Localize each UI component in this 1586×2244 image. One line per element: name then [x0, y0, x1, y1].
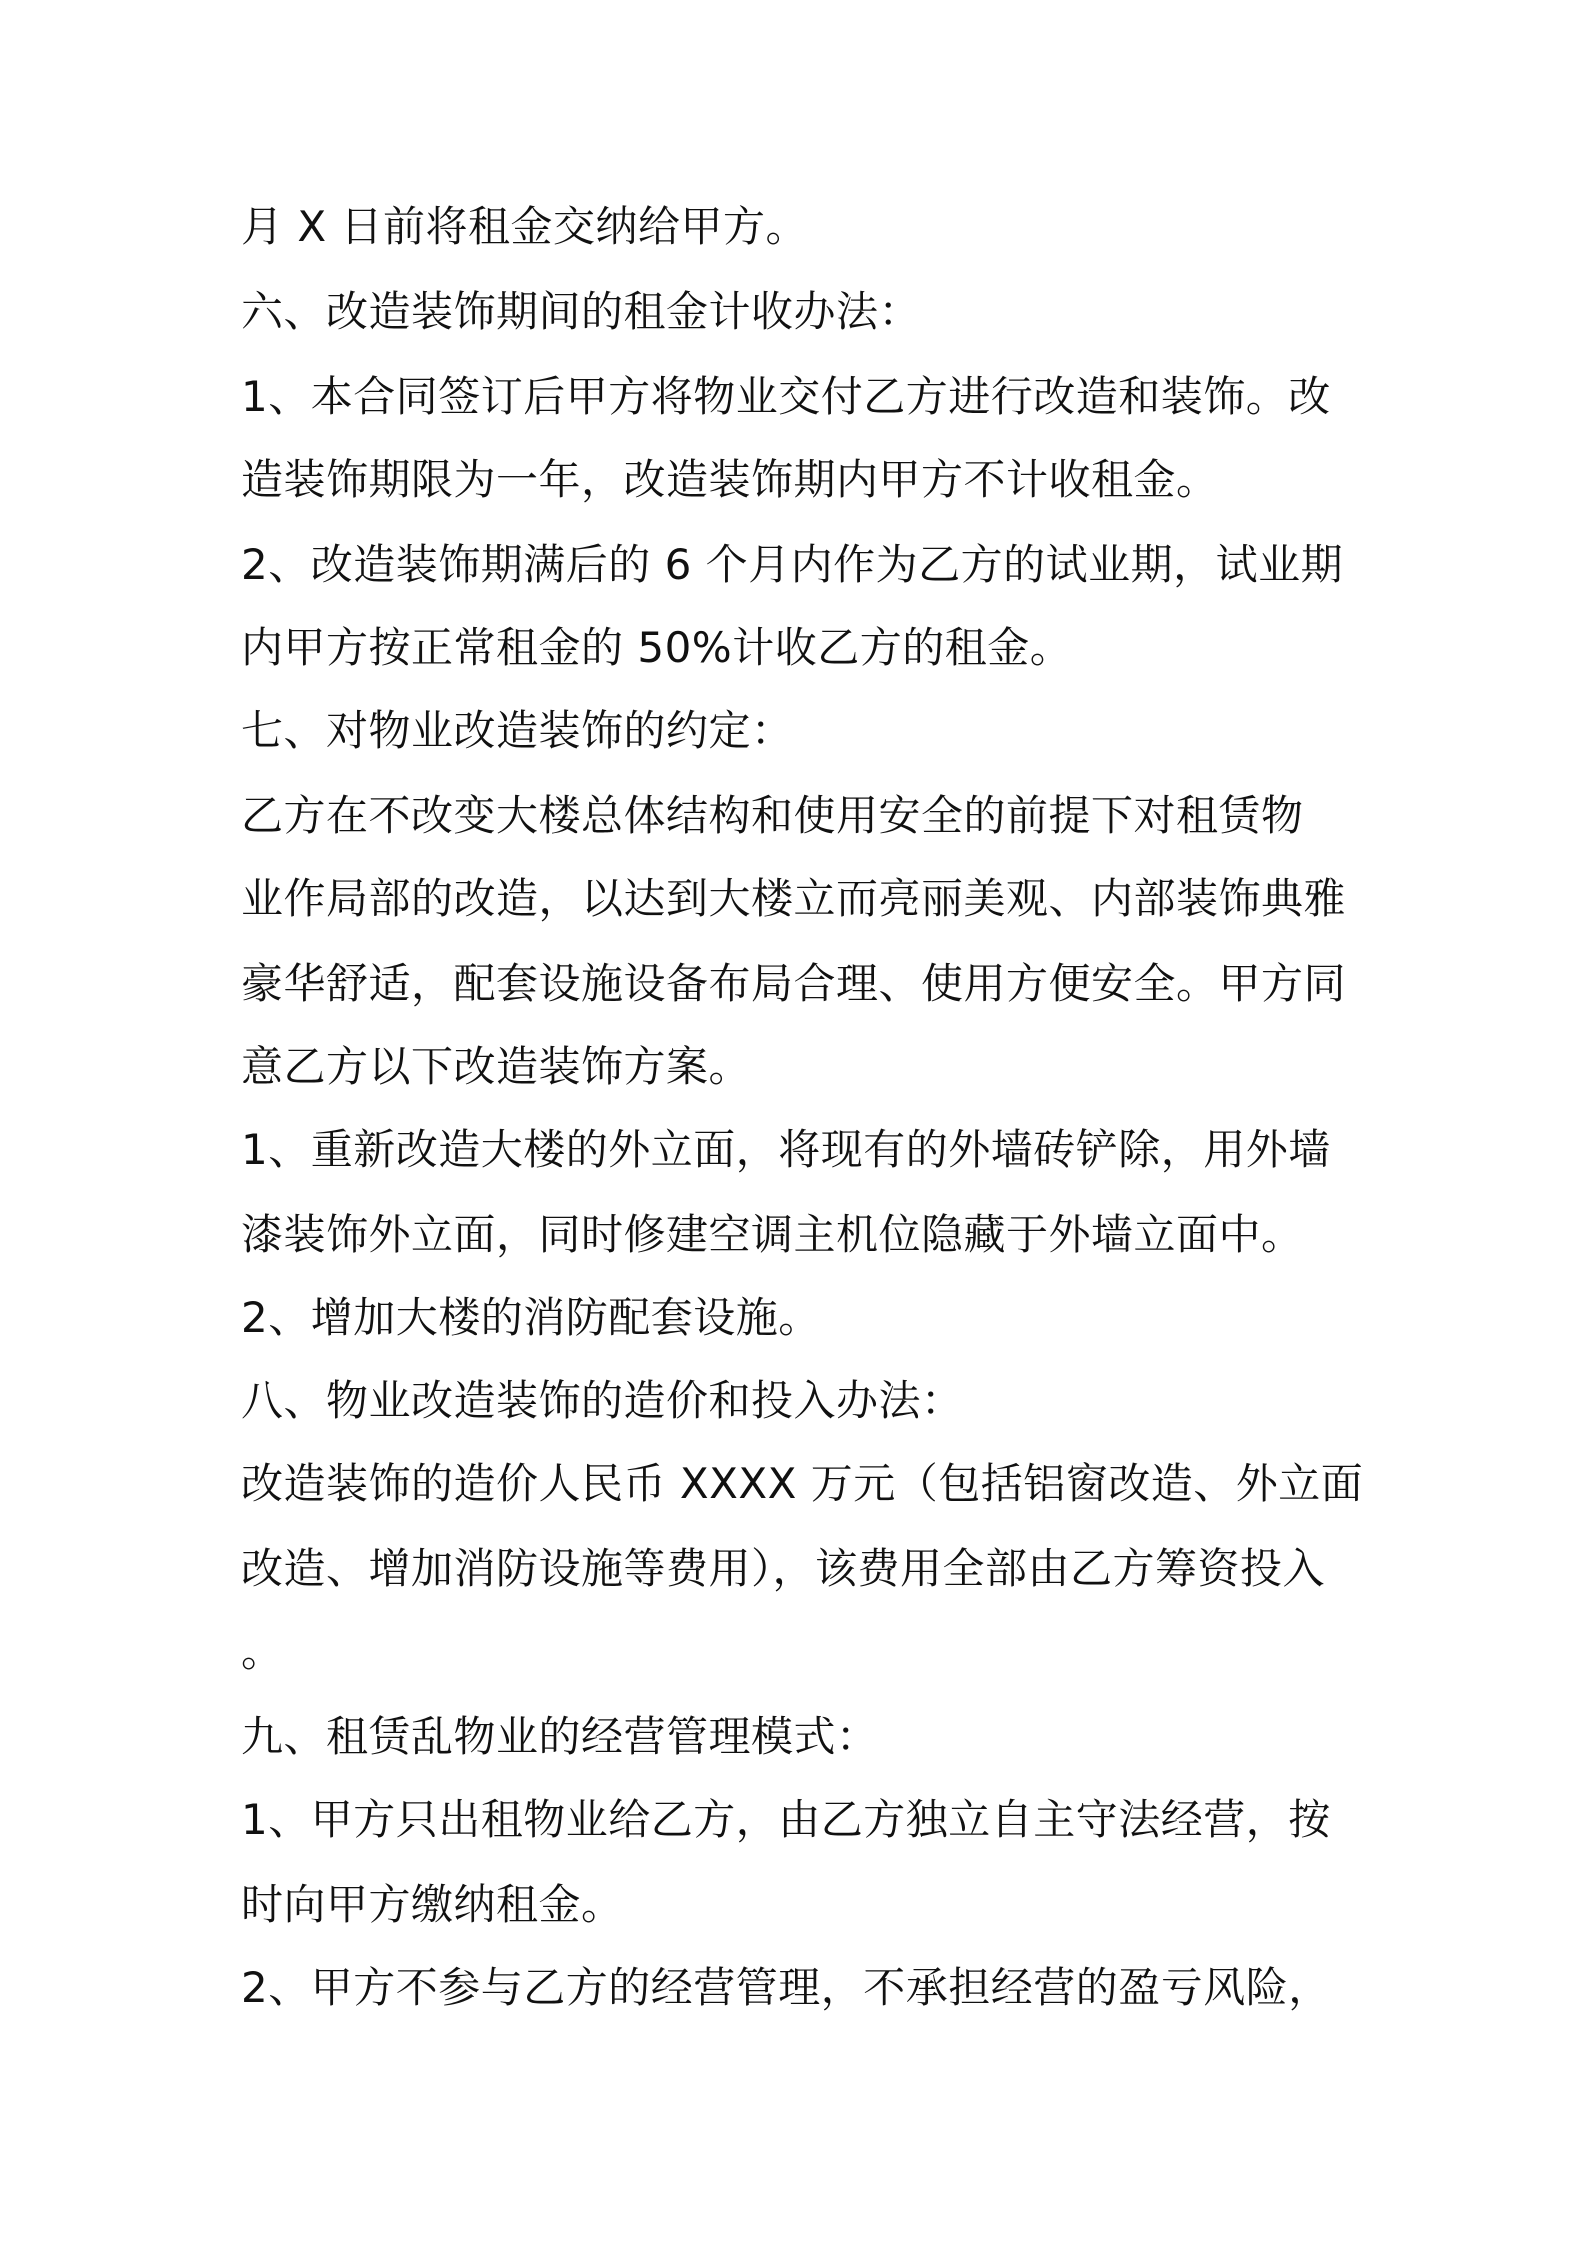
- text-line: 。: [241, 1627, 284, 1676]
- section-heading-7: 七、对物业改造装饰的约定：: [241, 706, 794, 755]
- text-line: 1、重新改造大楼的外立面，将现有的外墙砖铲除，用外墙: [241, 1125, 1331, 1174]
- text-line: 2、甲方不参与乙方的经营管理，不承担经营的盈亏风险，: [241, 1963, 1331, 2012]
- text-line: 改造、增加消防设施等费用），该费用全部由乙方筹资投入: [241, 1544, 1326, 1593]
- text-line: 漆装饰外立面，同时修建空调主机位隐藏于外墙立面中。: [241, 1210, 1304, 1259]
- text-line: 豪华舒适，配套设施设备布局合理、使用方便安全。甲方同: [241, 959, 1347, 1008]
- text-line: 内甲方按正常租金的 50%计收乙方的租金。: [241, 623, 1073, 672]
- text-line: 2、改造装饰期满后的 6 个月内作为乙方的试业期，试业期: [241, 540, 1344, 589]
- text-line: 1、甲方只出租物业给乙方，由乙方独立自主守法经营，按: [241, 1795, 1331, 1844]
- text-line: 月 X 日前将租金交纳给甲方。: [241, 202, 808, 251]
- text-line: 乙方在不改变大楼总体结构和使用安全的前提下对租赁物: [241, 791, 1304, 840]
- section-heading-9: 九、租赁乱物业的经营管理模式：: [241, 1712, 879, 1761]
- text-line: 造装饰期限为一年，改造装饰期内甲方不计收租金。: [241, 455, 1219, 504]
- text-line: 业作局部的改造，以达到大楼立而亮丽美观、内部装饰典雅: [241, 874, 1347, 923]
- text-line: 时向甲方缴纳租金。: [241, 1880, 624, 1929]
- text-line: 1、本合同签订后甲方将物业交付乙方进行改造和装饰。改: [241, 372, 1331, 421]
- text-line: 2、增加大楼的消防配套设施。: [241, 1293, 821, 1342]
- section-heading-8: 八、物业改造装饰的造价和投入办法：: [241, 1376, 964, 1425]
- text-line: 改造装饰的造价人民币 XXXX 万元（包括铝窗改造、外立面: [241, 1459, 1364, 1508]
- text-line: 意乙方以下改造装饰方案。: [241, 1042, 752, 1091]
- section-heading-6: 六、改造装饰期间的租金计收办法：: [241, 287, 922, 336]
